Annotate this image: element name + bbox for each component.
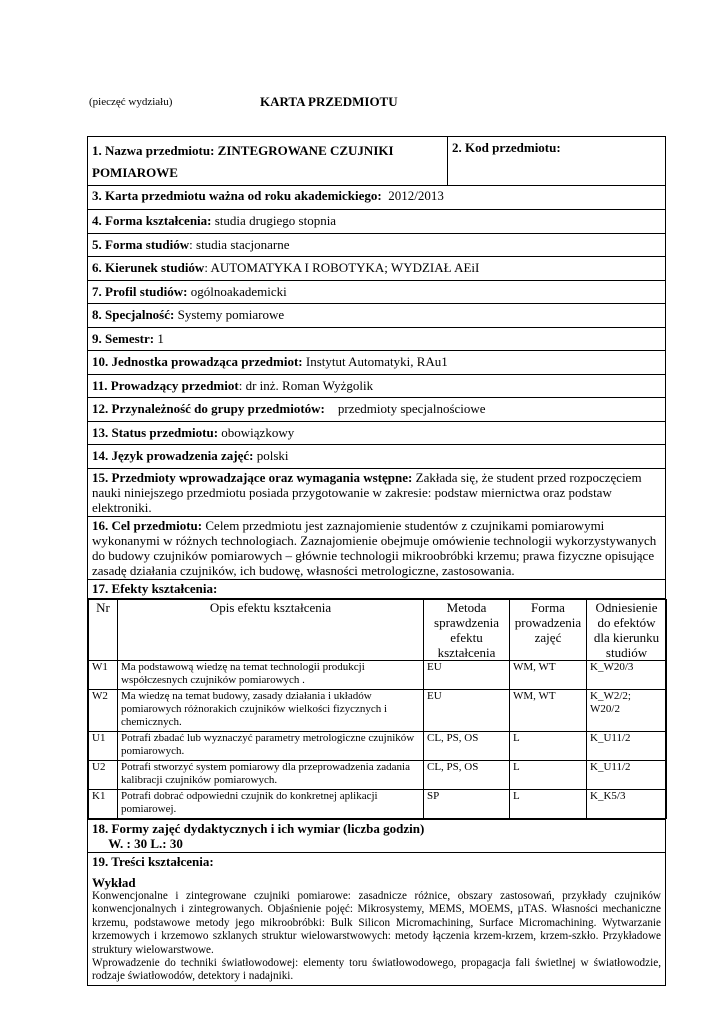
row-goal [88, 517, 666, 580]
study-form-value: studia stacjonarne [196, 237, 290, 252]
row-study-form: 5. Forma studiów: studia stacjonarne [88, 234, 666, 257]
effect-nr: U1 [89, 732, 118, 761]
effect-nr: U2 [89, 761, 118, 790]
faculty-stamp-label: (pieczęć wydziału) [89, 96, 173, 108]
field-value: AUTOMATYKA I ROBOTYKA; WYDZIAŁ AEiI [210, 260, 480, 275]
effects-header-form: Forma prowadzenia zajęć [510, 600, 587, 661]
effects-label: 17. Efekty kształcenia: [92, 581, 218, 596]
table-row [89, 690, 667, 732]
effects-header-reference: Odniesienie do efektów dla kierunku studiów [587, 600, 667, 661]
lecture-paragraph-1: Konwencjonalne i zintegrowane czujniki pomiarowe: zasadnicze różnice, obszary zastosowań, przykłady czujników konwencjonalnych i zintegrowanych. Objaśnienie pojęć: Mikrosystemy, MEMS, MOEMS, µTAS. Własności mechaniczne krzemu, podstawowe metody jego mikroobróbki: Bulk Silicon Micromachining, Surface Micromachining. Wytwarzanie krzemowych i krzemowo szklanych struktur wielowarstwowych: metody łączenia krzem-krzem, krzem-szkło. Przykładowe struktury wielowarstwowe. [92, 890, 661, 956]
lecturer-label: 11. Prowadzący przedmiot [92, 378, 239, 393]
row-hours [88, 820, 666, 853]
effect-nr: W1 [89, 661, 118, 690]
row-lecturer: 11. Prowadzący przedmiot: dr inż. Roman Wyżgolik [88, 375, 666, 398]
row-language [88, 445, 666, 469]
lecture-heading: Wykład [92, 875, 136, 890]
prerequisites-label: 15. Przedmioty wprowadzające oraz wymagania wstępne: [92, 470, 413, 485]
effect-description: Potrafi stworzyć system pomiarowy dla przeprowadzenia zadania kalibracji czujników pomiarowych. [118, 761, 424, 790]
effect-form: L [510, 790, 587, 819]
unit-label: 10. Jednostka prowadząca przedmiot: [92, 354, 303, 369]
prerequisites-value: Zakłada się, że student przed rozpoczęciem nauki niniejszego przedmiotu posiada przygotowanie w zakresie: podstaw miernictwa oraz podstaw elektroniki. [92, 470, 642, 515]
group-label: 12. Przynależność do grupy przedmiotów: [92, 401, 325, 416]
status-label: 13. Status przedmiotu: [92, 425, 219, 440]
row-content [88, 853, 666, 986]
row-effects-title [88, 580, 666, 599]
semester-value: 1 [157, 331, 164, 346]
course-name-label: 1. Nazwa przedmiotu: [92, 143, 215, 158]
row-course-name [88, 137, 666, 186]
hours-label: 18. Formy zajęć dydaktycznych i ich wymiar (liczba godzin) [92, 821, 425, 836]
profile-label: 7. Profil studiów: [92, 284, 188, 299]
effect-form: L [510, 732, 587, 761]
goal-value: Celem przedmiotu jest zaznajomienie studentów z czujnikami pomiarowymi wykonanymi w różnych technologiach. Zaznajomienie obejmuje omówienie technologii wykorzystywanych do budowy czujników pomiarowych – głównie technologii mikroobróbki krzemu; prawa fizyczne opisujące zasadę działania czujników, ich budowę, własności metrologiczne, zastosowania. [92, 518, 657, 578]
effects-header-description: Opis efektu kształcenia [118, 600, 424, 661]
lecture-paragraph-2: Wprowadzenie do techniki światłowodowej: elementy toru światłowodowego, propagacja fali świetlnej w światłowodzie, rodzaje światłowodów, detektory i nadajniki. [92, 957, 661, 983]
effect-description: Potrafi zbadać lub wyznaczyć parametry metrologiczne czujników pomiarowych. [118, 732, 424, 761]
semester-label: 9. Semestr: [92, 331, 155, 346]
lecturer-value: dr inż. Roman Wyżgolik [245, 378, 374, 393]
effect-description: Ma wiedzę na temat budowy, zasady działania i układów pomiarowych różnorakich czujników wielkości fizycznych i chemicznych. [118, 690, 424, 732]
table-row [89, 790, 667, 819]
effect-description: Ma podstawową wiedzę na temat technologii produkcji współczesnych czujników pomiarowych . [118, 661, 424, 690]
specialty-label: 8. Specjalność: [92, 307, 175, 322]
page-title: KARTA PRZEDMIOTU [260, 94, 398, 109]
row-specialty [88, 304, 666, 328]
education-form-value: studia drugiego stopnia [214, 213, 337, 228]
effect-reference: K_W2/2; W20/2 [587, 690, 667, 732]
effects-header-row [89, 600, 667, 661]
language-value: polski [256, 448, 289, 463]
effect-nr: W2 [89, 690, 118, 732]
table-row [89, 661, 667, 690]
effects-header-nr: Nr [89, 600, 118, 661]
row-field: 6. Kierunek studiów: AUTOMATYKA I ROBOTYKA; WYDZIAŁ AEiI [88, 257, 666, 281]
effects-header-method: Metoda sprawdzenia efektu kształcenia [424, 600, 510, 661]
effect-description: Potrafi dobrać odpowiedni czujnik do konkretnej aplikacji pomiarowej. [118, 790, 424, 819]
effect-form: WM, WT [510, 661, 587, 690]
effect-method: EU [424, 690, 510, 732]
valid-year-value: 2012/2013 [388, 188, 444, 203]
effect-method: SP [424, 790, 510, 819]
unit-value: Instytut Automatyki, RAu1 [305, 354, 448, 369]
goal-label: 16. Cel przedmiotu: [92, 518, 203, 533]
table-row [89, 761, 667, 790]
effect-method: CL, PS, OS [424, 761, 510, 790]
language-label: 14. Język prowadzenia zajęć: [92, 448, 254, 463]
row-profile [88, 281, 666, 304]
hours-value: W. : 30 L.: 30 [108, 836, 183, 851]
effect-reference: K_U11/2 [587, 732, 667, 761]
content-label: 19. Treści kształcenia: [92, 854, 214, 869]
study-form-label: 5. Forma studiów [92, 237, 190, 252]
row-prerequisites [88, 469, 666, 517]
row-education-form [88, 210, 666, 234]
row-status [88, 422, 666, 445]
status-value: obowiązkowy [221, 425, 295, 440]
profile-value: ogólnoakademicki [190, 284, 287, 299]
course-name-value-b: POMIAROWE [92, 165, 178, 180]
row-valid-year [88, 186, 666, 210]
education-form-label: 4. Forma kształcenia: [92, 213, 212, 228]
effects-table [88, 599, 667, 819]
field-label: 6. Kierunek studiów [92, 260, 205, 275]
valid-year-label: 3. Karta przedmiotu ważna od roku akademickiego: [92, 188, 382, 203]
effect-reference: K_U11/2 [587, 761, 667, 790]
effect-method: CL, PS, OS [424, 732, 510, 761]
course-card-table [87, 136, 666, 986]
effect-nr: K1 [89, 790, 118, 819]
specialty-value: Systemy pomiarowe [177, 307, 285, 322]
course-name-value-a: ZINTEGROWANE CZUJNIKI [217, 143, 394, 158]
row-group [88, 398, 666, 422]
effect-reference: K_K5/3 [587, 790, 667, 819]
effect-method: EU [424, 661, 510, 690]
group-value: przedmioty specjalnościowe [337, 401, 486, 416]
row-semester [88, 328, 666, 351]
row-unit [88, 351, 666, 375]
effect-form: L [510, 761, 587, 790]
effect-reference: K_W20/3 [587, 661, 667, 690]
row-effects-table [88, 599, 666, 820]
effect-form: WM, WT [510, 690, 587, 732]
course-code-label: 2. Kod przedmiotu: [452, 140, 561, 155]
table-row [89, 732, 667, 761]
